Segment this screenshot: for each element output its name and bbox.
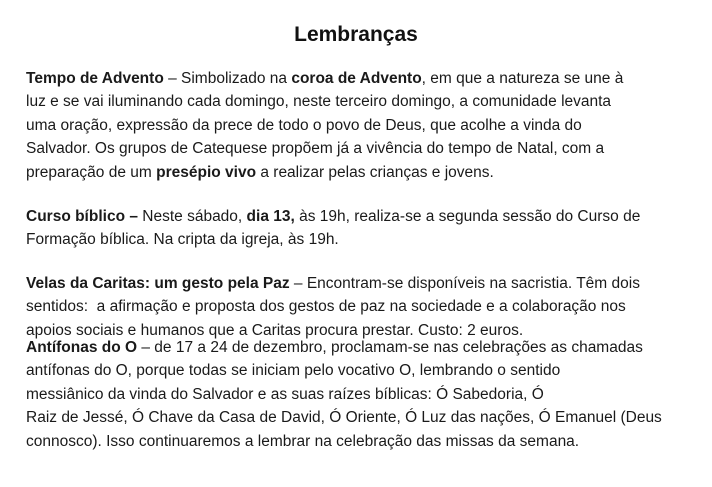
- paragraph-line: uma oração, expressão da prece de todo o povo de Deus, que acolhe a vinda do: [26, 116, 582, 134]
- section-heading: Antífonas do O: [26, 339, 138, 356]
- body-text: – Simbolizado na: [163, 70, 292, 87]
- body-text: – Encontram-se disponíveis na sacristia. Têm dois: [289, 275, 640, 292]
- body-text: – de 17 a 24 de dezembro, proclamam-se nas celebrações as chamadas: [137, 339, 643, 356]
- body-text: a realizar pelas crianças e jovens.: [256, 163, 494, 181]
- paragraph-line: [26, 272, 696, 295]
- emphasis-text: presépio vivo: [156, 163, 257, 181]
- section-velas-da-caritas: [26, 272, 696, 342]
- page-title: Lembranças: [294, 23, 418, 46]
- section-antifonas-do-o: [26, 336, 696, 453]
- paragraph-line: Raiz de Jessé, Ó Chave da Casa de David, Ó Oriente, Ó Luz das nações, Ó Emanuel (Deus: [26, 409, 662, 427]
- paragraph-line: messiânico da vinda do Salvador e as suas raízes bíblicas: Ó Sabedoria, Ó: [26, 385, 544, 403]
- section-curso-biblico: [26, 205, 696, 252]
- paragraph-line: Salvador. Os grupos de Catequese propõem já a vivência do tempo de Natal, com a: [26, 140, 605, 158]
- emphasis-text: coroa de Advento: [291, 70, 422, 87]
- section-tempo-de-advento: [26, 67, 696, 184]
- section-heading: Velas da Caritas: um gesto pela Paz: [26, 275, 290, 292]
- body-text: preparação de um: [26, 163, 157, 181]
- paragraph-line: [26, 336, 696, 359]
- paragraph-line: luz e se vai iluminando cada domingo, neste terceiro domingo, a comunidade levanta: [26, 93, 612, 111]
- body-text: às 19h, realiza-se a segunda sessão do Curso de: [294, 208, 641, 225]
- paragraph-line: Formação bíblica. Na cripta da igreja, às 19h.: [26, 231, 339, 249]
- paragraph-line: connosco). Isso continuaremos a lembrar na celebração das missas da semana.: [26, 432, 580, 450]
- body-text: , em que a natureza se une à: [421, 70, 624, 87]
- paragraph-line: apoios sociais e humanos que a Caritas procura prestar. Custo: 2 euros.: [26, 321, 524, 339]
- emphasis-text: dia 13,: [246, 208, 295, 225]
- section-heading: Tempo de Advento: [26, 70, 164, 87]
- paragraph-line: [26, 161, 696, 184]
- paragraph-line: antífonas do O, porque todas se iniciam pelo vocativo O, lembrando o sentido: [26, 362, 561, 380]
- paragraph-line: [26, 205, 696, 228]
- body-text: Neste sábado,: [137, 208, 247, 225]
- paragraph-line: [26, 67, 696, 90]
- section-heading: Curso bíblico –: [26, 208, 138, 225]
- paragraph-line: sentidos: a afirmação e proposta dos gestos de paz na sociedade e a colaboração nos: [26, 298, 626, 316]
